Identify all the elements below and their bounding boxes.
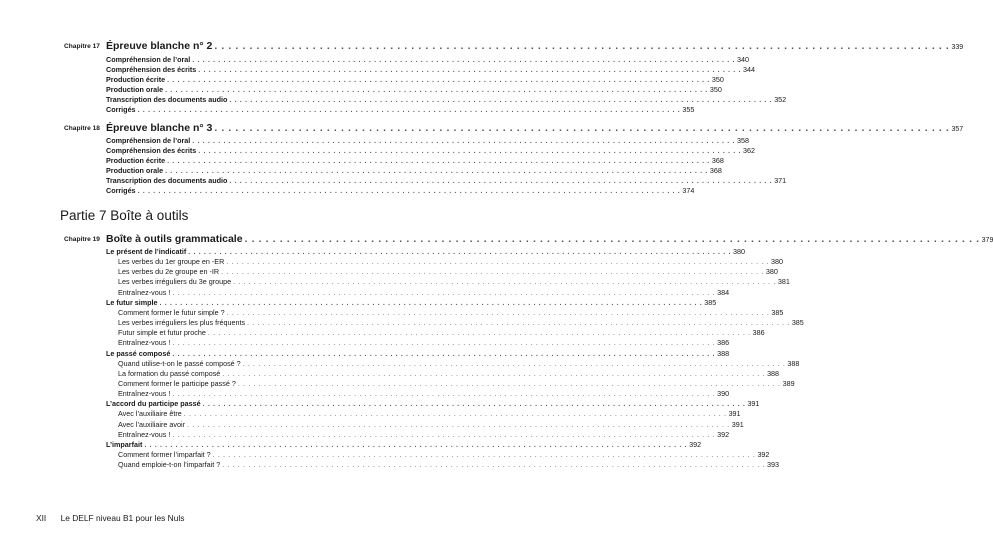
toc-subsection-page: 384	[717, 287, 730, 297]
toc-section[interactable]	[106, 74, 724, 85]
toc-section-page: 362	[743, 145, 756, 155]
dot-leader: . . . . . . . . . . . . . . . . . . . . . . . . . . . . . . . . . . . . . . . . . . . . . . . . . . . . . . . . . . . . . . . . . . . . . . . . . . . . . . . . . . . . . . . . . . . . . . . . . . . . . . . . .	[233, 277, 776, 287]
toc-section-page: 380	[733, 247, 746, 256]
chapter-label: Chapitre 18	[64, 125, 100, 132]
toc-section-title: Compréhension de l’oral	[106, 136, 191, 145]
chapter-title-link[interactable]	[106, 232, 993, 248]
toc-section[interactable]	[106, 439, 702, 450]
dot-leader: . . . . . . . . . . . . . . . . . . . . . . . . . . . . . . . . . . . . . . . . . . . . . . . . . . . . . . . . . . . . . . . . . . . . . . . . . . . . . . . . . . . . . . . . . . . . . . . . . . . . . . . . .	[207, 328, 751, 338]
toc-subsection-page: 380	[771, 257, 784, 267]
toc-section-title: Le futur simple	[106, 297, 158, 307]
chapter-title-link-page: 357	[951, 126, 964, 133]
toc-section-page: 350	[711, 74, 724, 84]
toc-section-page: 371	[774, 175, 787, 185]
toc-section[interactable]	[106, 399, 760, 409]
dot-leader: . . . . . . . . . . . . . . . . . . . . . . . . . . . . . . . . . . . . . . . . . . . . . . . . . . . . . . . . . . . . . . . . . . . . . . . . . . . . . . . . . . . . . . . . . . . . . . . . . . . . . . . . .	[214, 40, 950, 52]
dot-leader: . . . . . . . . . . . . . . . . . . . . . . . . . . . . . . . . . . . . . . . . . . . . . . . . . . . . . . . . . . . . . . . . . . . . . . . . . . . . . . . . . . . . . . . . . . . . . . . . . . . . . . . . .	[172, 338, 716, 348]
dot-leader: . . . . . . . . . . . . . . . . . . . . . . . . . . . . . . . . . . . . . . . . . . . . . . . . . . . . . . . . . . . . . . . . . . . . . . . . . . . . . . . . . . . . . . . . . . . . . . . . . . . . . . . . .	[226, 307, 770, 317]
dot-leader: . . . . . . . . . . . . . . . . . . . . . . . . . . . . . . . . . . . . . . . . . . . . . . . . . . . . . . . . . . . . . . . . . . . . . . . . . . . . . . . . . . . . . . . . . . . . . . . . . . . . . . . . .	[167, 74, 710, 84]
toc-subsection[interactable]	[118, 328, 765, 338]
toc-subsection-page: 391	[728, 409, 741, 419]
toc-subsection[interactable]	[118, 307, 784, 318]
toc-section-title: Compréhension des écrits	[106, 64, 197, 74]
toc-section-page: 368	[709, 165, 722, 175]
toc-subsection-page: 386	[717, 338, 730, 348]
toc-section[interactable]	[106, 84, 722, 95]
toc-subsection-title: Entraînez-vous !	[118, 338, 171, 348]
dot-leader: . . . . . . . . . . . . . . . . . . . . . . . . . . . . . . . . . . . . . . . . . . . . . . . . . . . . . . . . . . . . . . . . . . . . . . . . . . . . . . . . . . . . . . . . . . . . . . . . . . . . . . . . .	[221, 267, 764, 277]
toc-subsection[interactable]	[118, 378, 795, 389]
footer-book-title: Le DELF niveau B1 pour les Nuls	[60, 513, 185, 523]
toc-subsection-page: 392	[717, 429, 730, 439]
toc-section-page: 344	[743, 64, 756, 74]
toc-subsection-title: Les verbes du 1er groupe en -ER	[118, 257, 225, 267]
dot-leader: . . . . . . . . . . . . . . . . . . . . . . . . . . . . . . . . . . . . . . . . . . . . . . . . . . . . . . . . . . . . . . . . . . . . . . . . . . . . . . . . . . . . . . . . . . . . . . . . . . . . . . . . .	[165, 165, 708, 175]
dot-leader: . . . . . . . . . . . . . . . . . . . . . . . . . . . . . . . . . . . . . . . . . . . . . . . . . . . . . . . . . . . . . . . . . . . . . . . . . . . . . . . . . . . . . . . . . . . . . . . . . . . . . . . . .	[198, 145, 742, 155]
toc-section[interactable]	[106, 136, 750, 146]
toc-section-title: Le présent de l’indicatif	[106, 247, 187, 256]
toc-subsection-title: Quand utilise-t-on le passé composé ?	[118, 358, 241, 368]
toc-subsection[interactable]	[118, 460, 780, 470]
dot-leader: . . . . . . . . . . . . . . . . . . . . . . . . . . . . . . . . . . . . . . . . . . . . . . . . . . . . . . . . . . . . . . . . . . . . . . . . . . . . . . . . . . . . . . . . . . . . . . . . . . . . . . . . .	[172, 348, 716, 358]
toc-section[interactable]	[106, 348, 730, 359]
toc-subsection-page: 381	[777, 277, 790, 287]
toc-subsection-title: Entraînez-vous !	[118, 389, 171, 399]
toc-subsection-title: Futur simple et futur proche	[118, 328, 206, 338]
dot-leader: . . . . . . . . . . . . . . . . . . . . . . . . . . . . . . . . . . . . . . . . . . . . . . . . . . . . . . . . . . . . . . . . . . . . . . . . . . . . . . . . . . . . . . . . . . . . . . . . . . . . . . . . .	[237, 378, 781, 388]
toc-subsection-title: Quand emploie-t-on l’imparfait ?	[118, 460, 221, 470]
toc-subsection[interactable]	[118, 409, 741, 419]
dot-leader: . . . . . . . . . . . . . . . . . . . . . . . . . . . . . . . . . . . . . . . . . . . . . . . . . . . . . . . . . . . . . . . . . . . . . . . . . . . . . . . . . . . . . . . . . . . . . . . . . . . . . . . . .	[214, 122, 950, 134]
toc-section[interactable]	[106, 145, 756, 156]
dot-leader: . . . . . . . . . . . . . . . . . . . . . . . . . . . . . . . . . . . . . . . . . . . . . . . . . . . . . . . . . . . . . . . . . . . . . . . . . . . . . . . . . . . . . . . . . . . . . . . . . . . . . . . . .	[172, 389, 716, 399]
chapter-title-link-title: Épreuve blanche n° 3	[106, 122, 213, 134]
chapter-title-link[interactable]	[106, 39, 964, 55]
dot-leader: . . . . . . . . . . . . . . . . . . . . . . . . . . . . . . . . . . . . . . . . . . . . . . . . . . . . . . . . . . . . . . . . . . . . . . . . . . . . . . . . . . . . . . . . . . . . . . . . . . . . . . . . .	[188, 247, 732, 256]
toc-section[interactable]	[106, 55, 750, 65]
toc-section-page: 350	[709, 84, 722, 94]
dot-leader: . . . . . . . . . . . . . . . . . . . . . . . . . . . . . . . . . . . . . . . . . . . . . . . . . . . . . . . . . . . . . . . . . . . . . . . . . . . . . . . . . . . . . . . . . . . . . . . . . . . . . . . . .	[137, 185, 681, 195]
toc-subsection[interactable]	[118, 368, 780, 379]
chapter-label: Chapitre 17	[64, 43, 100, 50]
toc-subsection[interactable]	[118, 277, 790, 287]
dot-leader: . . . . . . . . . . . . . . . . . . . . . . . . . . . . . . . . . . . . . . . . . . . . . . . . . . . . . . . . . . . . . . . . . . . . . . . . . . . . . . . . . . . . . . . . . . . . . . . . . . . . . . . . .	[247, 318, 790, 328]
dot-leader: . . . . . . . . . . . . . . . . . . . . . . . . . . . . . . . . . . . . . . . . . . . . . . . . . . . . . . . . . . . . . . . . . . . . . . . . . . . . . . . . . . . . . . . . . . . . . . . . . . . . . . . . .	[222, 460, 766, 470]
chapter-label: Chapitre 19	[64, 236, 100, 243]
toc-subsection[interactable]	[118, 257, 784, 267]
dot-leader: . . . . . . . . . . . . . . . . . . . . . . . . . . . . . . . . . . . . . . . . . . . . . . . . . . . . . . . . . . . . . . . . . . . . . . . . . . . . . . . . . . . . . . . . . . . . . . . . . . . . . . . . .	[192, 136, 736, 145]
dot-leader: . . . . . . . . . . . . . . . . . . . . . . . . . . . . . . . . . . . . . . . . . . . . . . . . . . . . . . . . . . . . . . . . . . . . . . . . . . . . . . . . . . . . . . . . . . . . . . . . . . . . . . . . .	[229, 94, 773, 104]
page-footer	[36, 512, 184, 524]
chapter-title-link-page: 379	[981, 237, 993, 244]
toc-section-page: 391	[747, 399, 760, 409]
toc-section-title: Transcription des documents audio	[106, 94, 228, 104]
toc-section-title: Production écrite	[106, 155, 166, 165]
dot-leader: . . . . . . . . . . . . . . . . . . . . . . . . . . . . . . . . . . . . . . . . . . . . . . . . . . . . . . . . . . . . . . . . . . . . . . . . . . . . . . . . . . . . . . . . . . . . . . . . . . . . . . . . .	[222, 368, 766, 378]
toc-subsection[interactable]	[118, 429, 730, 440]
toc-section[interactable]	[106, 64, 756, 75]
toc-subsection[interactable]	[118, 450, 770, 460]
dot-leader: . . . . . . . . . . . . . . . . . . . . . . . . . . . . . . . . . . . . . . . . . . . . . . . . . . . . . . . . . . . . . . . . . . . . . . . . . . . . . . . . . . . . . . . . . . . . . . . . . . . . . . . . .	[202, 399, 746, 409]
dot-leader: . . . . . . . . . . . . . . . . . . . . . . . . . . . . . . . . . . . . . . . . . . . . . . . . . . . . . . . . . . . . . . . . . . . . . . . . . . . . . . . . . . . . . . . . . . . . . . . . . . . . . . . . .	[212, 450, 756, 459]
dot-leader: . . . . . . . . . . . . . . . . . . . . . . . . . . . . . . . . . . . . . . . . . . . . . . . . . . . . . . . . . . . . . . . . . . . . . . . . . . . . . . . . . . . . . . . . . . . . . . . . . . . . . . . . .	[229, 175, 773, 185]
toc-section-title: Production écrite	[106, 74, 166, 84]
toc-section[interactable]	[106, 155, 724, 166]
toc-subsection-page: 388	[787, 358, 800, 368]
toc-subsection[interactable]	[118, 267, 778, 277]
dot-leader: . . . . . . . . . . . . . . . . . . . . . . . . . . . . . . . . . . . . . . . . . . . . . . . . . . . . . . . . . . . . . . . . . . . . . . . . . . . . . . . . . . . . . . . . . . . . . . . . . . . . . . . . .	[198, 64, 742, 74]
footer-page-number: XII	[36, 513, 47, 523]
toc-subsection-page: 391	[731, 419, 744, 429]
dot-leader: . . . . . . . . . . . . . . . . . . . . . . . . . . . . . . . . . . . . . . . . . . . . . . . . . . . . . . . . . . . . . . . . . . . . . . . . . . . . . . . . . . . . . . . . . . . . . . . . . . . . . . . . .	[165, 84, 708, 94]
toc-subsection-page: 389	[782, 378, 795, 388]
toc-section[interactable]	[106, 185, 695, 196]
toc-section-page: 385	[704, 297, 717, 307]
toc-subsection-title: Les verbes irréguliers les plus fréquents	[118, 318, 246, 328]
toc-section-title: Compréhension des écrits	[106, 145, 197, 155]
toc-subsection-page: 390	[717, 389, 730, 399]
chapter-heading	[0, 122, 964, 135]
toc-section-title: Le passé composé	[106, 348, 171, 358]
dot-leader: . . . . . . . . . . . . . . . . . . . . . . . . . . . . . . . . . . . . . . . . . . . . . . . . . . . . . . . . . . . . . . . . . . . . . . . . . . . . . . . . . . . . . . . . . . . . . . . . . . . . . . . . .	[183, 409, 727, 419]
toc-section-title: Corrigés	[106, 185, 136, 195]
dot-leader: . . . . . . . . . . . . . . . . . . . . . . . . . . . . . . . . . . . . . . . . . . . . . . . . . . . . . . . . . . . . . . . . . . . . . . . . . . . . . . . . . . . . . . . . . . . . . . . . . . . . . . . . .	[144, 439, 688, 449]
toc-section[interactable]	[106, 175, 787, 186]
toc-section-title: Transcription des documents audio	[106, 175, 228, 185]
toc-subsection[interactable]	[118, 318, 804, 328]
toc-section-page: 368	[711, 155, 724, 165]
toc-section-title: Production orale	[106, 165, 164, 175]
chapter-title-link-title: Épreuve blanche n° 2	[106, 40, 213, 52]
dot-leader: . . . . . . . . . . . . . . . . . . . . . . . . . . . . . . . . . . . . . . . . . . . . . . . . . . . . . . . . . . . . . . . . . . . . . . . . . . . . . . . . . . . . . . . . . . . . . . . . . . . . . . . . .	[192, 55, 736, 64]
part-title: Partie 7 Boîte à outils	[60, 208, 189, 223]
chapter-title-link[interactable]	[106, 121, 964, 137]
toc-subsection-page: 385	[771, 307, 784, 317]
dot-leader: . . . . . . . . . . . . . . . . . . . . . . . . . . . . . . . . . . . . . . . . . . . . . . . . . . . . . . . . . . . . . . . . . . . . . . . . . . . . . . . . . . . . . . . . . . . . . . . . . . . . . . . . .	[242, 358, 786, 368]
toc-subsection-page: 388	[767, 368, 780, 378]
toc-subsection-title: Entraînez-vous !	[118, 429, 171, 439]
toc-subsection-title: Avec l’auxiliaire avoir	[118, 419, 185, 429]
toc-section-title: L’accord du participe passé	[106, 399, 201, 409]
dot-leader: . . . . . . . . . . . . . . . . . . . . . . . . . . . . . . . . . . . . . . . . . . . . . . . . . . . . . . . . . . . . . . . . . . . . . . . . . . . . . . . . . . . . . . . . . . . . . . . . . . . . . . . . .	[226, 257, 770, 267]
toc-subsection-page: 392	[757, 450, 770, 459]
toc-section-title: Corrigés	[106, 104, 136, 114]
toc-subsection-title: Comment former le futur simple ?	[118, 307, 225, 317]
chapter-heading	[0, 233, 993, 246]
chapter-title-link-title: Boîte à outils grammaticale	[106, 233, 243, 245]
toc-section[interactable]	[106, 165, 722, 176]
dot-leader: . . . . . . . . . . . . . . . . . . . . . . . . . . . . . . . . . . . . . . . . . . . . . . . . . . . . . . . . . . . . . . . . . . . . . . . . . . . . . . . . . . . . . . . . . . . . . . . . . . . . . . . . .	[186, 419, 730, 429]
toc-section-page: 352	[774, 94, 787, 104]
toc-subsection[interactable]	[118, 419, 744, 430]
toc-subsection[interactable]	[118, 338, 730, 348]
toc-section-page: 355	[682, 104, 695, 114]
toc-subsection-page: 380	[765, 267, 778, 277]
dot-leader: . . . . . . . . . . . . . . . . . . . . . . . . . . . . . . . . . . . . . . . . . . . . . . . . . . . . . . . . . . . . . . . . . . . . . . . . . . . . . . . . . . . . . . . . . . . . . . . . . . . . . . . . .	[172, 287, 716, 297]
toc-section-page: 374	[682, 185, 695, 195]
toc-section[interactable]	[106, 94, 787, 105]
toc-subsection[interactable]	[118, 287, 730, 298]
toc-section-title: Compréhension de l’oral	[106, 55, 191, 64]
toc-subsection-title: Avec l’auxiliaire être	[118, 409, 182, 419]
chapter-heading	[0, 40, 964, 53]
toc-subsection-page: 385	[791, 318, 804, 328]
chapter-title-link-page: 339	[951, 44, 964, 51]
toc-subsection-page: 386	[752, 328, 765, 338]
toc-section[interactable]	[106, 297, 717, 308]
toc-subsection-title: Les verbes irréguliers du 3e groupe	[118, 277, 232, 287]
toc-section-title: Production orale	[106, 84, 164, 94]
dot-leader: . . . . . . . . . . . . . . . . . . . . . . . . . . . . . . . . . . . . . . . . . . . . . . . . . . . . . . . . . . . . . . . . . . . . . . . . . . . . . . . . . . . . . . . . . . . . . . . . . . . . . . . . .	[167, 155, 710, 165]
toc-subsection-title: La formation du passé composé	[118, 368, 221, 378]
toc-section-page: 388	[717, 348, 730, 358]
toc-section-page: 358	[737, 136, 750, 145]
toc-section[interactable]	[106, 104, 695, 115]
toc-subsection-title: Entraînez-vous !	[118, 287, 171, 297]
toc-subsection-title: Les verbes du 2e groupe en -IR	[118, 267, 220, 277]
toc-section[interactable]	[106, 247, 746, 257]
toc-subsection[interactable]	[118, 358, 800, 369]
toc-subsection-title: Comment former le participe passé ?	[118, 378, 236, 388]
toc-subsection-title: Comment former l’imparfait ?	[118, 450, 211, 459]
toc-section-page: 392	[689, 439, 702, 449]
toc-subsection[interactable]	[118, 389, 730, 399]
dot-leader: . . . . . . . . . . . . . . . . . . . . . . . . . . . . . . . . . . . . . . . . . . . . . . . . . . . . . . . . . . . . . . . . . . . . . . . . . . . . . . . . . . . . . . . . . . . . . . . . . . . . . . . . .	[172, 429, 716, 439]
toc-section-title: L’imparfait	[106, 439, 143, 449]
dot-leader: . . . . . . . . . . . . . . . . . . . . . . . . . . . . . . . . . . . . . . . . . . . . . . . . . . . . . . . . . . . . . . . . . . . . . . . . . . . . . . . . . . . . . . . . . . . . . . . . . . . . . . . . .	[244, 233, 980, 245]
toc-section-page: 340	[737, 55, 750, 64]
dot-leader: . . . . . . . . . . . . . . . . . . . . . . . . . . . . . . . . . . . . . . . . . . . . . . . . . . . . . . . . . . . . . . . . . . . . . . . . . . . . . . . . . . . . . . . . . . . . . . . . . . . . . . . . .	[137, 104, 681, 114]
toc-subsection-page: 393	[767, 460, 780, 470]
dot-leader: . . . . . . . . . . . . . . . . . . . . . . . . . . . . . . . . . . . . . . . . . . . . . . . . . . . . . . . . . . . . . . . . . . . . . . . . . . . . . . . . . . . . . . . . . . . . . . . . . . . . . . . . .	[159, 297, 703, 307]
